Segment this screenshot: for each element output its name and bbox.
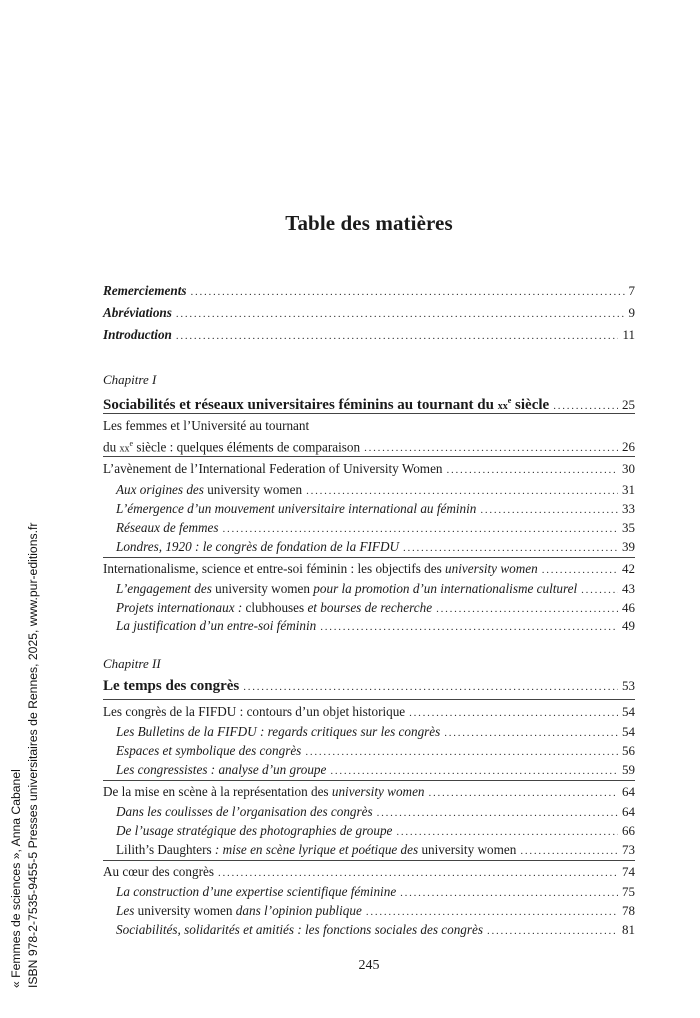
entry-label: Au cœur des congrès [103, 864, 214, 879]
toc-subsection[interactable] [116, 519, 635, 538]
entry-page: 30 [622, 461, 635, 476]
table-of-contents [103, 0, 635, 1018]
entry-page: 54 [622, 724, 635, 739]
entry-page: 59 [622, 762, 635, 777]
divider [103, 413, 635, 414]
entry-page: 64 [622, 804, 635, 819]
dot-leader [218, 863, 618, 882]
entry-label: Les congrès de la FIFDU : contours d’un objet historique [103, 704, 406, 719]
chapter-label: Chapitre I [103, 372, 157, 387]
toc-section[interactable] [103, 703, 635, 722]
entry-page: 11 [622, 327, 635, 342]
entry-page: 7 [628, 283, 635, 298]
toc-section[interactable] [103, 863, 635, 882]
entry-label: Espaces et symbolique des congrès [116, 743, 302, 758]
toc-section[interactable] [103, 560, 635, 579]
toc-subsection[interactable] [116, 803, 635, 822]
toc-subsection[interactable] [116, 580, 635, 599]
entry-page: 35 [622, 520, 635, 535]
dot-leader [305, 742, 618, 761]
entry-page: 43 [622, 581, 635, 596]
entry-label: Lilith’s Daughters : mise en scène lyrique et poétique des university women [116, 842, 517, 857]
entry-label: du $xx^e$ siècle : quelques éléments de comparaison [103, 439, 361, 455]
chapter-title-text: Le temps des congrès [103, 678, 240, 694]
entry-page: 9 [628, 305, 635, 320]
entry-label: Réseaux de femmes [116, 520, 219, 535]
toc-subsection[interactable] [116, 921, 635, 940]
entry-page: 42 [622, 561, 635, 576]
toc-subsection[interactable] [116, 500, 635, 519]
dot-leader [480, 500, 618, 519]
entry-page: 75 [622, 884, 635, 899]
toc-subsection[interactable] [116, 902, 635, 921]
entry-page: 78 [622, 903, 635, 918]
section-label-line1: Les femmes et l’Université au tournant [103, 418, 310, 433]
dot-leader [520, 841, 618, 860]
toc-subsection[interactable] [116, 538, 635, 557]
entry-page: 46 [622, 600, 635, 615]
entry-label: Les university women dans l’opinion publique [116, 903, 362, 918]
dot-leader [191, 282, 625, 301]
entry-label: Internationalisme, science et entre-soi féminin : les objectifs des university women [103, 561, 538, 576]
dot-leader [447, 460, 618, 479]
page-title: Table des matières [285, 211, 453, 235]
entry-label: De l’usage stratégique des photographies de groupe [116, 823, 393, 838]
dot-leader [364, 438, 618, 457]
dot-leader [542, 560, 618, 579]
toc-entry-remerciements[interactable] [103, 282, 635, 301]
toc-entry-introduction[interactable] [103, 326, 635, 345]
dot-leader [176, 326, 619, 345]
divider [103, 860, 635, 861]
entry-page: 56 [622, 743, 635, 758]
toc-subsection[interactable] [116, 599, 635, 618]
dot-leader [444, 723, 618, 742]
toc-section[interactable] [103, 460, 635, 479]
entry-page: 33 [622, 501, 635, 516]
dot-leader [320, 617, 618, 636]
entry-label: Aux origines des university women [116, 482, 303, 497]
page-number: 245 [358, 958, 380, 973]
dot-leader [176, 304, 625, 323]
entry-label: La construction d’une expertise scientifique féminine [116, 884, 397, 899]
dot-leader [429, 783, 618, 802]
entry-label: La justification d’un entre-soi féminin [116, 618, 317, 633]
entry-label: Dans les coulisses de l’organisation des congrès [116, 804, 373, 819]
dot-leader [403, 538, 618, 557]
chapter-title[interactable] [103, 392, 635, 415]
entry-label: L’émergence d’un mouvement universitaire international au féminin [116, 501, 477, 516]
side-line-isbn: ISBN 978-2-7535-9455-5 Presses universitaires de Rennes, 2025, www.pur-editions.fr [26, 522, 40, 988]
entry-label: Les congressistes : analyse d’un groupe [116, 762, 327, 777]
entry-page: 39 [622, 539, 635, 554]
dot-leader [409, 703, 618, 722]
toc-subsection[interactable] [116, 841, 635, 860]
dot-leader [306, 481, 618, 500]
entry-label: De la mise en scène à la représentation des university women [103, 784, 425, 799]
entry-label: L’avènement de l’International Federation of University Women [103, 461, 443, 476]
dot-leader [436, 599, 618, 618]
entry-page: 66 [622, 823, 635, 838]
toc-section[interactable] [103, 435, 635, 457]
entry-page: 74 [622, 864, 635, 879]
entry-page: 31 [622, 482, 635, 497]
divider [103, 456, 635, 457]
entry-page: 81 [622, 922, 635, 937]
entry-page: 53 [622, 678, 635, 693]
toc-subsection[interactable] [116, 617, 635, 636]
toc-entry-abreviations[interactable] [103, 304, 635, 323]
toc-subsection[interactable] [116, 481, 635, 500]
entry-label: L’engagement des university women pour la promotion d’un internationalisme culturel [116, 581, 578, 596]
toc-subsection[interactable] [116, 761, 635, 780]
entry-page: 25 [622, 397, 635, 412]
dot-leader [396, 822, 618, 841]
toc-subsection[interactable] [116, 742, 635, 761]
dot-leader [330, 761, 618, 780]
chapter-title-text: Sociabilités et réseaux universitaires féminins au tournant du $xx^e$ siècle [103, 396, 550, 413]
entry-page: 26 [622, 439, 635, 455]
divider [103, 780, 635, 781]
dot-leader [581, 580, 618, 599]
entry-label: Les Bulletins de la FIFDU : regards critiques sur les congrès [116, 724, 441, 739]
entry-label: Londres, 1920 : le congrès de fondation de la FIFDU [116, 539, 400, 554]
side-line-author: « Femmes de sciences », Anna Cabanel [9, 769, 23, 988]
toc-subsection[interactable] [116, 822, 635, 841]
entry-page: 73 [622, 842, 635, 857]
chapter-label: Chapitre II [103, 656, 161, 671]
copyright-sidebar [8, 468, 44, 988]
dot-leader [223, 519, 618, 538]
toc-subsection[interactable] [116, 883, 635, 902]
dot-leader [377, 803, 618, 822]
chapter-title[interactable] [103, 677, 635, 696]
entry-page: 64 [622, 784, 635, 799]
dot-leader [366, 902, 618, 921]
dot-leader [243, 678, 618, 696]
divider [103, 699, 635, 700]
entry-page: 54 [622, 704, 635, 719]
dot-leader [400, 883, 618, 902]
entry-label: Abréviations [103, 305, 172, 320]
toc-section[interactable] [103, 783, 635, 802]
entry-label: Sociabilités, solidarités et amitiés : les fonctions sociales des congrès [116, 922, 484, 937]
dot-leader [487, 921, 618, 940]
divider [103, 557, 635, 558]
entry-label: Projets internationaux : clubhouses et bourses de recherche [116, 600, 433, 615]
toc-subsection[interactable] [116, 723, 635, 742]
entry-label: Remerciements [103, 283, 187, 298]
entry-label: Introduction [103, 327, 172, 342]
entry-page: 49 [622, 618, 635, 633]
